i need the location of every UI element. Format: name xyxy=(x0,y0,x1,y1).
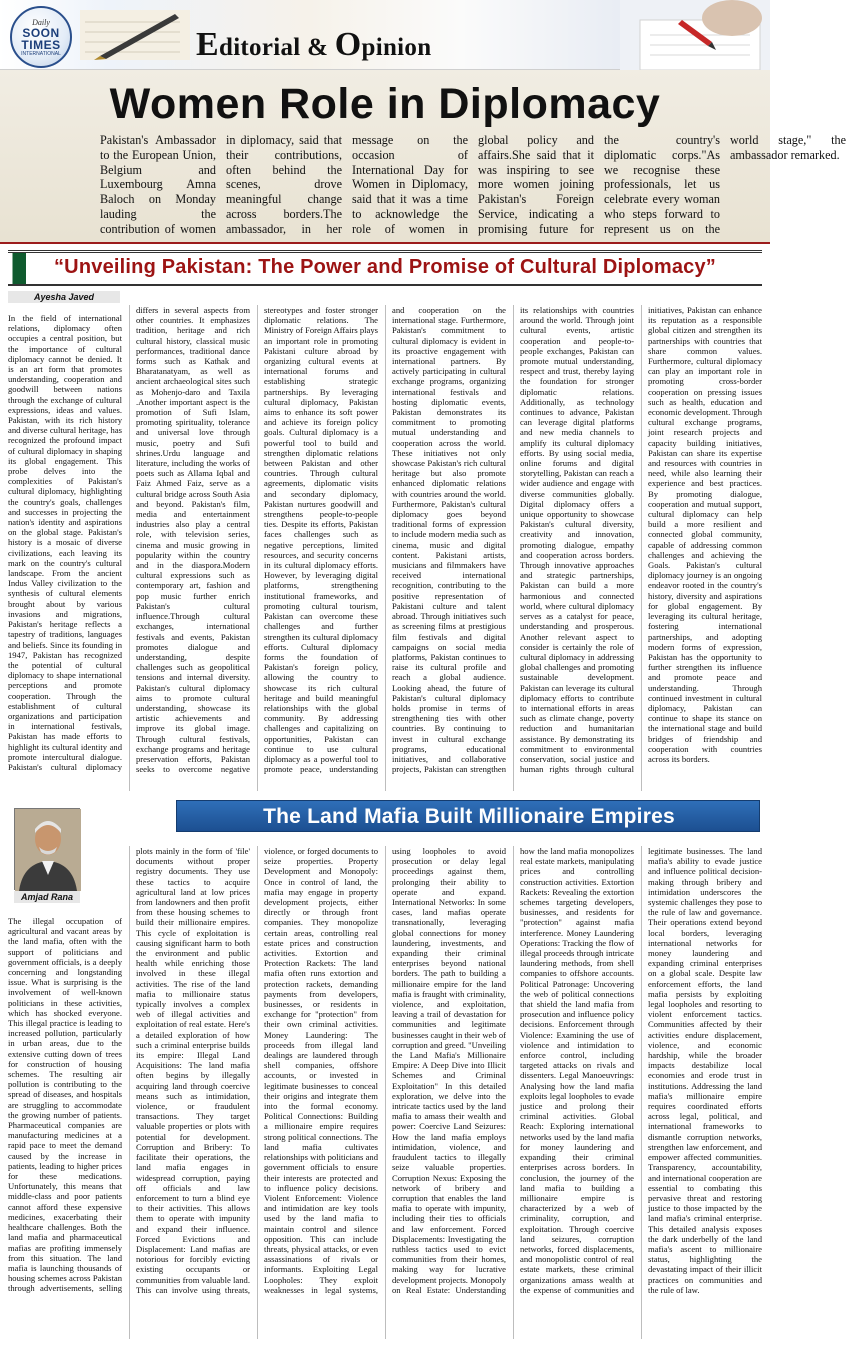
logo-line2: TIMES xyxy=(21,37,61,52)
section-title-cap-e: E xyxy=(196,26,219,63)
lead-body: Pakistan's Ambassador to the European Union, Belgium and Luxembourg Amna Baloch on Monday lauding the contribution of women in diplomacy, said that their contributions, often behind the scenes, drove meaningful change across borders.The ambassador, in her message on the occasion of International Day for Women in Diplomacy, said that it was a time to acknowledge the role of women in global policy and affairs.She said that it was inspiring to see more women joining Pakistan's Foreign Service, indicating a promising future for the country's diplomatic corps."As we recognise these professionals, let us celebrate every woman who steps forward to represent us on the world stage," the ambassador remarked. xyxy=(100,133,846,236)
masthead xyxy=(0,0,770,70)
article3-body xyxy=(8,846,762,1339)
article3-header xyxy=(176,800,760,832)
pen-illustration xyxy=(80,10,190,60)
section-title xyxy=(196,26,431,64)
logo-daily: Daily xyxy=(32,17,50,27)
section-title-part2: pinion xyxy=(361,34,432,61)
lead-article xyxy=(0,70,846,244)
logo-sub: INTERNATIONAL xyxy=(21,50,61,57)
logo-line1: SOON xyxy=(22,25,60,40)
byline-spacer xyxy=(8,305,122,313)
article3-text: The illegal occupation of agricultural and vacant areas by the land mafia, often with the support of politicians and government officials, is a deeply concerning and longstanding issue. What is surprising is the involvement of well-known politicians in these activities, which has shocked everyone. This illegal practice is leading to increased pollution, particularly in urban areas, due to the extensive cutting down of trees for construction of housing schemes. The resulting air pollution is contributing to the spread of diseases, and hospitals are struggling to accommodate the growing number of patients. Pharmaceutical companies are manufacturing medicines at a rapid pace to meet the demand caused by the increase in patients, leading to higher prices for these medications. Unfortunately, this means that middle-class and poor patients cannot afford these expensive medicines, exacerbating their healthcare challenges. Both the land mafia and pharmaceutical mafias are profiting immensely from this situation. The land mafia is launching thousands of housing schemes across Pakistan through advertisements, selling plots mainly in the form of 'file' documents without proper registry documents. They use these tactics to acquire agricultural land at low prices from landowners and then profit from these housing schemes to build their millionaire empires. This cycle of exploitation is causing significant harm to both the environment and public health while enriching those involved in these illegal activities. The rise of the land mafia to millionaire status typically involves a complex web of illegal activities and exploitation of real estate. Here's a detailed exploration of how such a criminal enterprise builds its empire: Illegal Land Acquisitions: The land mafia often begins by illegally acquiring land through coercive means such as intimidation, violence, or fraudulent transactions. They target valuable properties or plots with potential for development. Corruption and Bribery: To facilitate their operations, the land mafia engages in widespread corruption, paying off officials and law enforcement to turn a blind eye to their activities. This allows them to operate with impunity and expand their influence. Forced Evictions and Displacement: Land mafias are notorious for forcibly evicting existing occupants or communities from valuable land. This can involve using threats, violence, or forged documents to seize properties. Property Development and Monopoly: Once in control of land, the mafia may engage in property development projects, either directly or through front companies. They monopolize certain areas, controlling real estate prices and construction activities. Extortion and Protection Rackets: The land mafia often runs extortion and protection rackets, demanding payments from developers, businesses, or residents in exchange for "protection" from their own criminal activities. Money Laundering: The proceeds from illegal land dealings are laundered through shell companies, offshore accounts, or invested in legitimate businesses to conceal their origins and integrate them into the formal economy. Political Connections: Building a millionaire empire requires strong political connections. The land mafia cultivates relationships with politicians and government officials to ensure their interests are protected and to influence policy decisions. Violent Enforcement: Violence and intimidation are key tools used by the land mafia to maintain control and silence opposition. This can include threats, physical attacks, or even assassinations of rivals or informants. Exploiting Legal Loopholes: They exploit weaknesses in legal systems, using loopholes to avoid prosecution or delay legal proceedings against them, prolonging their ability to operate and expand. International Networks: In some cases, land mafias operate transnationally, leveraging global connections for money laundering, investments, and expanding their criminal enterprises beyond national borders. The path to building a millionaire empire for the land mafia is fraught with criminality, violence, and exploitation, leaving a trail of devastation for communities and legitimate businesses caught in their web of corruption and greed. "Unveiling the Land Mafia's Millionaire Empire: A Deep Dive into Illicit Schemes and Criminal Exploitation" In this detailed exploration, we delve into the intricate tactics used by the land mafia to amass their wealth and power: Coercive Land Seizures: How the land mafia employs intimidation, violence, and fraudulent tactics to illegally seize valuable properties. Corruption Nexus: Exposing the network of bribery and corruption that enables the land mafia to operate with impunity, including their ties to officials and law enforcement. Forced Displacements: Investigating the ruthless tactics used to evict communities from their homes, making way for lucrative development projects. Monopoly on Real Estate: Understanding how the land mafia monopolizes real estate markets, manipulating prices and controlling construction activities. Extortion Rackets: Revealing the extortion schemes targeting developers, businesses, and residents for "protection" against mafia interference. Money Laundering Operations: Tracking the flow of illegal proceeds through intricate laundering methods, from shell companies to offshore accounts. Political Patronage: Uncovering the web of political connections that shield the land mafia from prosecution and influence policy decisions. Enforcement through Violence: Examining the use of violence and intimidation to enforce control, including targeted attacks on rivals and dissenters. Legal Manoeuvrings: Analysing how the land mafia exploits legal loopholes to evade justice and prolong their criminal activities. Global Reach: Exploring international networks used by the land mafia for money laundering and expanding their criminal enterprises across borders. In conclusion, the journey of the land mafia to building a millionaire empire is characterized by a web of criminality, corruption, and exploitation. Through coercive land seizures, corruption networks, forced displacements, and monopolistic control of real estate markets, these criminal organizations amass wealth at the expense of communities and legitimate businesses. The land mafia's ability to evade justice and influence political decision-making through bribery and intimidation underscores the systemic challenges they pose to the rule of law and governance. Their operations extend beyond local borders, leveraging international networks for money laundering and expanding criminal enterprises on a global scale. Despite law enforcement efforts, the land mafia persists by exploiting legal loopholes and resorting to violent enforcement tactics. Communities affected by their activities endure displacement, violence, and economic hardship, while the broader impacts destabilize local economies and erode trust in institutions. Addressing the land mafia's millionaire empire requires coordinated efforts across legal, political, and international frameworks to dismantle corruption networks, strengthen law enforcement, and empower affected communities. Transparency, accountability, and international cooperation are essential to combating this pervasive threat and restoring justice to those impacted by the land mafia's criminal enterprise. This detailed analysis exposes the dark underbelly of the land mafia's ascent to millionaire status, highlighting the devastating impact of their illicit practices on communities and the rule of law. xyxy=(8,846,762,1295)
section-title-part1: ditorial & xyxy=(218,34,335,61)
article2-byline: Ayesha Javed xyxy=(8,291,120,303)
article2-body xyxy=(8,305,762,791)
article2-headline[interactable]: “Unveiling Pakistan: The Power and Promise of Cultural Diplomacy” xyxy=(53,256,717,278)
portrait-spacer xyxy=(8,846,122,916)
section-title-cap-o: O xyxy=(334,26,362,63)
writing-hand-illustration xyxy=(620,0,770,70)
article3-headline[interactable]: The Land Mafia Built Millionaire Empires xyxy=(263,805,675,828)
article3-byline: Amjad Rana xyxy=(14,891,80,903)
article2-header xyxy=(8,250,762,286)
newspaper-logo[interactable] xyxy=(10,6,72,68)
lead-headline[interactable]: Women Role in Diplomacy xyxy=(109,80,661,128)
article2-text: In the field of international relations, diplomacy often occupies a central position, but the importance of cultural diplomacy cannot be denied. It is an art form that promotes understanding, cooperation and goodwill between nations through the exchange of cultural expressions, ideas and values. Pakistan, with its rich history and diverse cultural heritage, has recognized the profound impact of cultural diplomacy in shaping its global engagement. This probe delves into the complexities of Pakistan's cultural diplomacy, highlighting the country's goals, challenges and successes in projecting the nation's identity and aspirations on the global stage. Pakistan's history is a mosaic of diverse civilizations, each leaving its mark on the country's cultural landscape. From the ancient Indus Valley civilization to the synthesis of cultural elements brought about by various invasions and migrations, Pakistan's heritage reflects a tapestry of traditions, languages and beliefs. Since its founding in 1947, Pakistan has recognized the potential of cultural diplomacy to shape international perceptions and promote cooperation. Through the establishment of cultural organizations and participation in international festivals, Pakistan has made efforts to highlight its cultural identity and promote intercultural dialogue. Pakistan's cultural diplomacy differs in several aspects from other countries. It emphasizes tradition, heritage and rich cultural history, classical music performances, traditional dance forms such as Kathak and Bharatanatyam, as well as ancient archaeological sites such as Mohenjo-daro and Taxila .Another important aspect is the promotion of Sufi Islam, promoting spirituality, tolerance and universal love through music, poetry and Sufi shrines.Urdu language and literature, including the works of poets such as Allama Iqbal and Faiz Ahmed Faiz, serve as a cultural bridge across South Asia and beyond. Pakistan's film, media and entertainment industries also play a central role, with television series, cinema and music growing in popularity within the country and in the diaspora.Modern cultural expressions such as contemporary art, fashion and pop music further enrich Pakistan's cultural influence.Through cultural exchanges, international festivals and events, Pakistan promotes dialogue and understanding, despite challenges such as geopolitical tensions and internal diversity. Pakistan's cultural diplomacy aims to promote cultural understanding, showcase its artistic achievements and improve its global image. Through cultural festivals, exchange programs and heritage preservation efforts, Pakistan seeks to overcome negative stereotypes and foster stronger diplomatic relations. The Ministry of Foreign Affairs plays an important role in promoting Pakistani culture abroad by organizing cultural events at international forums and establishing strategic partnerships. By leveraging cultural diplomacy, Pakistan aims to enhance its soft power and achieve its foreign policy goals. Cultural diplomacy is a powerful tool to build and strengthen diplomatic relations between Pakistan and other countries. Through cultural agreements, diplomatic visits and secondary diplomacy, Pakistan nurtures goodwill and strengthens people-to-people ties. Despite its efforts, Pakistan faces challenges such as negative perceptions, limited resources, and security concerns in its cultural diplomacy efforts. However, by leveraging digital platforms, strengthening institutional frameworks, and promoting cultural tourism, Pakistan can overcome these challenges and further strengthen its cultural diplomacy efforts. Cultural diplomacy forms the foundation of Pakistan's foreign policy, allowing the country to showcase its rich cultural heritage and build meaningful relationships with the global community. By addressing challenges and capitalizing on opportunities, Pakistan can continue to use cultural diplomacy as a powerful tool to promote peace, understanding and cooperation on the international stage. Furthermore, Pakistan's commitment to cultural diplomacy is evident in its proactive engagement with international partners. By actively participating in cultural exchange programs, organizing international festivals and hosting diplomatic events, Pakistan demonstrates its commitment to promoting mutual understanding and cooperation across the world. These initiatives not only showcase Pakistan's rich cultural heritage but also promote enhanced diplomatic relations with countries around the world. Furthermore, Pakistan's cultural diplomacy goes beyond traditional forms of expression to include modern media such as cinema, music and digital content. Pakistani artists, musicians and filmmakers have received international recognition, contributing to the positive representation of Pakistani culture and talent abroad. Through initiatives such as screening films at prestigious film festivals and digital campaigns on social media platforms, Pakistan continues to raise its cultural profile and reach a global audience. Looking ahead, the future of Pakistan's cultural diplomacy holds promise in terms of strengthening ties with other countries. By continuing to invest in cultural exchange programs, educational initiatives, and collaborative projects, Pakistan can strengthen its relationships with countries around the world. Through joint cultural events, artistic cooperation and people-to-people exchanges, Pakistan can promote mutual understanding, respect and trust, thereby laying the foundation for stronger diplomatic relations. Additionally, as technology continues to advance, Pakistan can leverage digital platforms and new media channels to amplify its cultural diplomacy efforts. By using social media, online forums and digital storytelling, Pakistan can reach a wider audience and engage with diverse communities globally. Digital diplomacy offers a unique opportunity to showcase Pakistan's cultural diversity, creativity and innovation, promoting dialogue, empathy and cooperation across borders. Through innovative approaches and strategic partnerships, Pakistan can build a more harmonious and connected world, where cultural diplomacy serves as a catalyst for peace, understanding and prosperous. Another relevant aspect to consider is certainly the role of cultural diplomacy in addressing global challenges and promoting sustainable development. Pakistan can leverage its cultural diplomacy efforts to contribute to international efforts in areas such as climate change, poverty reduction and humanitarian assistance. By demonstrating its commitment to environmental conservation, social justice and human rights through cultural initiatives, Pakistan can enhance its reputation as a responsible global citizen and strengthen its partnerships with countries that share common values. Furthermore, cultural diplomacy can play an important role in promoting cross-border cooperation on pressing issues such as health, education and economic development. Through cultural exchange programs, joint research projects and capacity building initiatives, Pakistan can share its expertise and resources with countries in need, while also learning their experience and best practices. By promoting dialogue, cooperation and mutual support, cultural diplomacy can help build a more resilient and connected global community, capable of addressing common challenges and achieving the Goals. Pakistan's cultural diplomacy journey is an ongoing endeavor rooted in the country's history, diversity and aspirations for global engagement. By leveraging its cultural heritage, fostering international partnerships, and adopting modern forms of expression, Pakistan has the opportunity to further strengthen its influence and promote peace and understanding. Through continued investment in cultural diplomacy, Pakistan can continue to shape its stance on the international stage and build bridges of friendship and cooperation with countries across its borders. xyxy=(8,305,762,775)
